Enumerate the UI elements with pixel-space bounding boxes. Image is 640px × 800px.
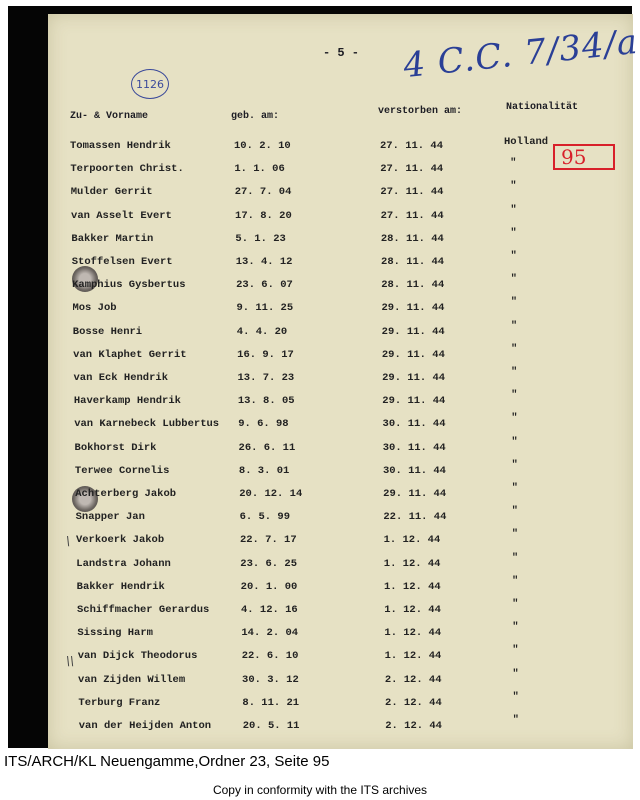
circled-number: 1126 [136,77,164,91]
table-row [48,250,633,276]
cell-nationality: Holland [504,136,549,148]
cell-name: Mos Job [72,302,117,315]
cell-born: 13. 4. 12 [235,256,293,268]
table-row [48,296,633,322]
table-row [48,273,633,299]
caption-source: ITS/ARCH/KL Neuengamme,Ordner 23, Seite 95 [4,753,330,770]
cell-died: 27. 11. 44 [380,209,444,222]
cell-died: 28. 11. 44 [380,232,444,245]
cell-name: Stoffelsen Evert [71,256,173,268]
cell-nationality: " [510,157,517,170]
cell-died: 27. 11. 44 [380,163,444,176]
table-row [48,551,633,578]
cell-nationality: " [511,551,519,564]
table-row [48,366,633,392]
cell-name: Bakker Hendrik [76,580,165,593]
cell-died: 29. 11. 44 [381,348,445,361]
cell-born: 1. 1. 06 [234,163,285,176]
cell-died: 27. 11. 44 [380,186,444,199]
cell-name: van Karnebeck Lubbertus [74,418,220,431]
cell-nationality: " [510,296,518,309]
cell-died: 1. 12. 44 [383,580,441,593]
table-row [48,319,633,346]
cell-nationality: " [512,714,519,726]
red-box-number: 95 [553,144,615,170]
cell-name: Terwee Cornelis [74,464,170,477]
cell-nationality: " [511,482,518,494]
cell-born: 17. 8. 20 [235,209,292,222]
table-row [48,136,633,160]
cell-name: van Eck Hendrik [73,372,169,384]
cell-nationality: " [511,505,518,518]
cell-name: van der Heijden Anton [78,720,212,732]
table-row [48,598,633,624]
cell-died: 2. 12. 44 [384,673,442,686]
cell-nationality: " [510,226,517,239]
cell-died: 29. 11. 44 [381,325,445,338]
margin-mark-vandijck: \\ [66,654,75,668]
cell-nationality: " [510,203,517,216]
cell-died: 28. 11. 44 [381,256,445,268]
cell-born: 16. 9. 17 [237,348,294,361]
cell-born: 14. 2. 04 [241,627,299,640]
cell-nationality: " [511,389,518,402]
cell-nationality: " [511,458,518,471]
cell-born: 26. 6. 11 [238,441,296,454]
margin-mark-verkoerk: \ [66,534,71,548]
handwritten-reference: 4 C.C. 7/34/a [401,21,640,87]
cell-nationality: " [510,342,518,355]
cell-nationality: " [511,435,518,448]
cell-name: van Zijden Willem [78,673,186,686]
cell-name: Landstra Johann [76,557,171,570]
circled-number-stamp [131,69,169,99]
table-row [48,458,633,485]
cell-name: van Dijck Theodorus [77,650,198,663]
table-row [48,412,633,438]
cell-name: Verkoerk Jakob [75,534,165,547]
table-row [48,203,633,230]
cell-nationality: " [512,598,519,610]
cell-born: 13. 7. 23 [237,372,295,384]
cell-born: 9. 11. 25 [236,302,294,315]
table-row [48,644,633,670]
cell-name: Terpoorten Christ. [70,163,184,176]
cell-born: 13. 8. 05 [237,395,295,408]
cell-name: Mulder Gerrit [70,186,153,199]
cell-died: 30. 11. 44 [382,464,446,477]
table-row [48,389,633,415]
cell-died: 1. 12. 44 [383,557,441,570]
cell-name: van Asselt Evert [71,209,172,222]
scan-background [8,6,640,748]
table-row [48,180,633,206]
cell-nationality: " [512,667,519,680]
cell-died: 29. 11. 44 [382,372,446,384]
cell-born: 22. 7. 17 [239,534,297,547]
cell-died: 2. 12. 44 [385,696,442,709]
table-row [48,482,633,508]
cell-name: Bokhorst Dirk [74,441,157,454]
table-row [48,342,633,369]
cell-born: 10. 2. 10 [234,140,291,152]
table-row [48,621,633,647]
cell-died: 29. 11. 44 [381,302,445,315]
cell-name: Sissing Harm [77,627,153,640]
header-nationality: Nationalität [506,102,579,113]
cell-died: 29. 11. 44 [382,395,446,408]
table-row [48,690,633,717]
cell-died: 1. 12. 44 [384,650,442,663]
cell-born: 5. 1. 23 [235,232,286,245]
cell-died: 28. 11. 44 [381,279,445,292]
table-row [48,505,633,531]
cell-died: 2. 12. 44 [385,720,442,732]
cell-nationality: " [510,273,517,286]
cell-born: 30. 3. 12 [242,673,299,686]
header-died: verstorben am: [378,106,463,117]
cell-name: Bosse Henri [72,325,143,338]
table-row [48,435,633,462]
cell-born: 23. 6. 25 [240,557,298,570]
cell-nationality: " [510,180,517,193]
cell-died: 1. 12. 44 [384,627,442,640]
cell-died: 22. 11. 44 [383,511,447,524]
table-row [48,714,633,740]
header-born: geb. am: [231,111,280,122]
cell-died: 29. 11. 44 [383,488,447,500]
cell-born: 9. 6. 98 [238,418,289,431]
caption-copy: Copy in conformity with the ITS archives [212,783,428,797]
cell-name: Tomassen Hendrik [70,140,171,152]
cell-born: 20. 1. 00 [240,580,298,593]
cell-born: 23. 6. 07 [236,279,293,292]
cell-name: van Klaphet Gerrit [73,348,187,361]
cell-born: 8. 11. 21 [242,696,300,709]
table-row [48,667,633,694]
cell-died: 27. 11. 44 [380,140,444,152]
cell-died: 30. 11. 44 [382,441,446,454]
cell-nationality: " [510,319,518,332]
cell-born: 22. 6. 10 [241,650,299,663]
document-page [48,14,640,749]
cell-born: 8. 3. 01 [238,464,290,477]
cell-nationality: " [512,621,519,634]
cell-died: 1. 12. 44 [383,534,441,547]
cell-name: Kamphius Gysbertus [72,279,186,292]
cell-nationality: " [511,412,518,425]
header-name: Zu- & Vorname [70,111,149,122]
cell-nationality: " [511,574,519,587]
table-row [48,574,633,601]
cell-nationality: " [511,528,519,541]
cell-born: 20. 5. 11 [242,720,300,732]
cell-born: 20. 12. 14 [239,488,303,500]
cell-nationality: " [511,366,518,378]
cell-name: Achterberg Jakob [75,488,177,500]
cell-name: Bakker Martin [71,232,154,245]
cell-name: Snapper Jan [75,511,145,524]
cell-born: 4. 4. 20 [236,325,288,338]
cell-name: Schiffmacher Gerardus [77,604,210,616]
cell-born: 4. 12. 16 [241,604,298,616]
cell-nationality: " [512,690,519,703]
cell-born: 27. 7. 04 [234,186,292,199]
cell-died: 1. 12. 44 [384,604,441,616]
page-number: - 5 - [323,46,360,60]
cell-nationality: " [510,250,517,262]
table-row [48,226,633,253]
cell-died: 30. 11. 44 [382,418,446,431]
cell-name: Haverkamp Hendrik [73,395,181,408]
cell-born: 6. 5. 99 [239,511,291,524]
cell-name: Terburg Franz [78,696,161,709]
cell-nationality: " [512,644,519,657]
table-row [48,528,633,554]
